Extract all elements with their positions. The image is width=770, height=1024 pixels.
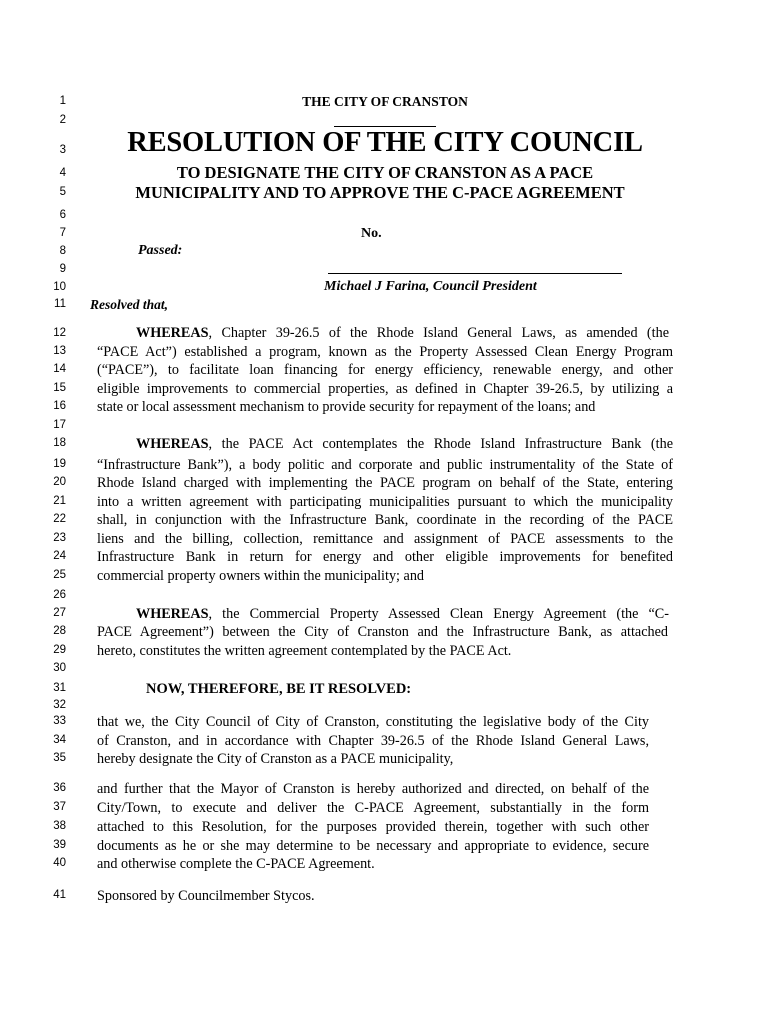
whereas-paragraph-2-line: Rhode Island charged with implementing the PACE program on behalf of the State, entering <box>97 475 673 491</box>
resolved-heading: NOW, THEREFORE, BE IT RESOLVED: <box>146 681 412 697</box>
whereas-paragraph-2-line: into a written agreement with participating municipalities pursuant to which the municipality <box>97 494 673 510</box>
council-president-signatory: Michael J Farina, Council President <box>324 279 537 294</box>
resolution-number-label: No. <box>361 226 382 241</box>
city-name: THE CITY OF CRANSTON <box>302 94 468 109</box>
line-number: 40 <box>53 857 66 869</box>
signature-line <box>328 273 622 274</box>
resolution-paragraph-1-line: of Cranston, and in accordance with Chapter 39-26.5 of the Rhode Island General Laws, <box>97 733 649 749</box>
line-number: 34 <box>53 734 66 746</box>
line-number: 30 <box>53 662 66 674</box>
whereas-paragraph-3-line: PACE Agreement”) between the City of Cranston and the Infrastructure Bank, as attached <box>97 624 668 640</box>
whereas-paragraph-2-line: liens and the billing, collection, remittance and assignment of PACE assessments to the <box>97 531 673 547</box>
line-number: 5 <box>59 186 66 198</box>
line-number: 2 <box>59 114 66 126</box>
line-number: 25 <box>53 569 66 581</box>
line-number: 21 <box>53 495 66 507</box>
whereas-paragraph-1-line: “PACE Act”) established a program, known as the Property Assessed Clean Energy Program <box>97 344 673 360</box>
line-number: 20 <box>53 476 66 488</box>
whereas-paragraph-2-line: commercial property owners within the municipality; and <box>97 568 425 584</box>
resolution-paragraph-2-line: and otherwise complete the C-PACE Agreement. <box>97 856 375 872</box>
line-number: 8 <box>59 245 66 257</box>
text-run: , Chapter 39-26.5 of the Rhode Island General Laws, as amended (the <box>208 325 669 341</box>
line-number: 4 <box>59 167 66 179</box>
resolved-that-label: Resolved that, <box>90 297 168 312</box>
line-number: 11 <box>54 298 66 310</box>
line-number: 29 <box>53 644 66 656</box>
resolution-paragraph-1-line: that we, the City Council of City of Cranston, constituting the legislative body of the City <box>97 714 649 730</box>
line-number: 10 <box>53 281 66 293</box>
line-number: 12 <box>53 327 66 339</box>
text-run: , the PACE Act contemplates the Rhode Island Infrastructure Bank (the <box>208 436 673 452</box>
line-number: 31 <box>53 682 66 694</box>
line-number: 28 <box>53 625 66 637</box>
resolution-paragraph-1-line: hereby designate the City of Cranston as a PACE municipality, <box>97 751 454 767</box>
line-number: 1 <box>59 95 66 107</box>
resolution-paragraph-2-line: attached to this Resolution, for the purposes provided therein, together with such other <box>97 819 649 835</box>
passed-label: Passed: <box>138 243 183 258</box>
whereas-paragraph-1-line <box>136 325 669 342</box>
line-number: 18 <box>53 437 66 449</box>
resolution-paragraph-2-line: and further that the Mayor of Cranston is hereby authorized and directed, on behalf of the <box>97 781 649 797</box>
whereas-keyword: WHEREAS <box>136 606 209 622</box>
line-number: 24 <box>53 550 66 562</box>
line-number: 27 <box>53 607 66 619</box>
line-number: 9 <box>59 263 66 275</box>
line-number: 41 <box>53 889 66 901</box>
whereas-keyword: WHEREAS <box>136 436 209 452</box>
line-number: 26 <box>53 589 66 601</box>
line-number: 35 <box>53 752 66 764</box>
line-number: 36 <box>53 782 66 794</box>
line-number: 19 <box>53 458 66 470</box>
whereas-paragraph-3-line <box>136 606 669 623</box>
line-number: 17 <box>53 419 66 431</box>
line-number: 22 <box>53 513 66 525</box>
line-number: 6 <box>59 209 66 221</box>
text-run: , the Commercial Property Assessed Clean Energy Agreement (the “C- <box>208 606 669 622</box>
line-number: 13 <box>53 345 66 357</box>
sponsor-line: Sponsored by Councilmember Stycos. <box>97 888 315 904</box>
line-number: 3 <box>59 144 66 156</box>
whereas-paragraph-2-line: Infrastructure Bank in return for energy and other eligible improvements for benefited <box>97 549 673 565</box>
line-number: 38 <box>53 820 66 832</box>
line-number: 39 <box>53 839 66 851</box>
line-number: 23 <box>53 532 66 544</box>
whereas-paragraph-1-line: eligible improvements to commercial properties, as defined in Chapter 39-26.5, by utilizing a <box>97 381 673 397</box>
resolution-subtitle-line-1: TO DESIGNATE THE CITY OF CRANSTON AS A PACE <box>176 163 594 182</box>
whereas-paragraph-2-line <box>136 436 673 453</box>
whereas-paragraph-3-line: hereto, constitutes the written agreement contemplated by the PACE Act. <box>97 643 512 659</box>
whereas-paragraph-2-line: “Infrastructure Bank”), a body politic and corporate and public instrumentality of the State of <box>97 457 673 473</box>
page-title: RESOLUTION OF THE CITY COUNCIL <box>127 127 643 158</box>
line-number: 14 <box>53 363 66 375</box>
line-number: 15 <box>53 382 66 394</box>
whereas-paragraph-1-line: state or local assessment mechanism to provide security for repayment of the loans; and <box>97 399 596 415</box>
line-number: 7 <box>59 227 66 239</box>
resolution-subtitle-line-2: MUNICIPALITY AND TO APPROVE THE C-PACE AGREEMENT <box>135 183 625 202</box>
resolution-paragraph-2-line: City/Town, to execute and deliver the C-PACE Agreement, substantially in the form <box>97 800 649 816</box>
resolution-paragraph-2-line: documents as he or she may determine to be necessary and appropriate to evidence, secure <box>97 838 649 854</box>
whereas-keyword: WHEREAS <box>136 325 209 341</box>
line-number: 33 <box>53 715 66 727</box>
whereas-paragraph-2-line: shall, in conjunction with the Infrastructure Bank, coordinate in the recording of the PACE <box>97 512 673 528</box>
line-number: 37 <box>53 801 66 813</box>
line-number: 32 <box>53 699 66 711</box>
whereas-paragraph-1-line: (“PACE”), to facilitate loan financing for energy efficiency, renewable energy, and other <box>97 362 673 378</box>
line-number: 16 <box>53 400 66 412</box>
